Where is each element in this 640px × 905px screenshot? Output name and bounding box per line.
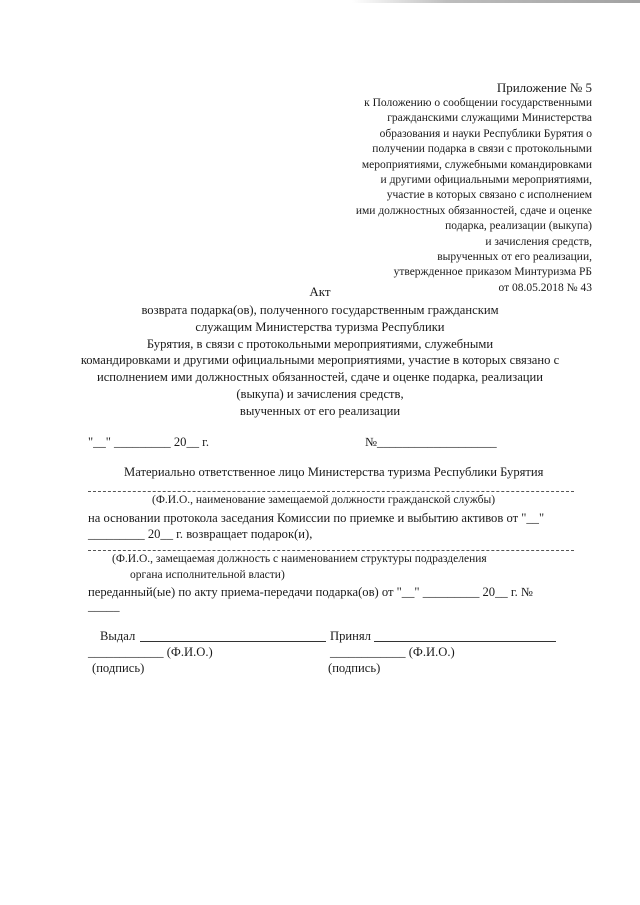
act-title: Акт [309, 284, 331, 299]
appendix-title: Приложение № 5 [496, 80, 592, 95]
appendix-header [292, 80, 592, 296]
transferred-number-blank: _____ [88, 599, 120, 613]
received-signature-line [374, 641, 556, 642]
fill-line [88, 491, 574, 492]
returns-text: _________ 20__ г. возвращает подарок(и), [88, 527, 313, 541]
fill-line [88, 550, 574, 551]
appendix-line: к Положению о сообщении государственными [364, 97, 592, 109]
received-sign-caption: (подпись) [328, 661, 381, 675]
appendix-line: и зачисления средств, [485, 235, 592, 248]
act-number-field: №___________________ [365, 435, 497, 449]
act-subtitle-line: исполнением ими должностных обязанностей, сдаче и оценке подарка, реализации [96, 370, 544, 385]
issued-sign-caption: (подпись) [92, 661, 145, 675]
act-subtitle-line: служащим Министерства туризма Республики [195, 319, 445, 334]
act-subtitle-line: выученных от его реализации [239, 403, 401, 418]
act-subtitle-line: Бурятия, в связи с протокольными мероприятиями, служебными [146, 336, 494, 351]
caption-fio-position: (Ф.И.О., наименование замещаемой должности гражданской службы) [152, 494, 496, 506]
appendix-line: вырученных от его реализации, [437, 251, 592, 264]
appendix-line: и другими официальными мероприятиями, [380, 174, 592, 187]
appendix-line: получении подарка в связи с протокольными [372, 143, 592, 156]
act-subtitle-line: (выкупа) и зачисления средств, [236, 386, 404, 401]
act-subtitle [0, 302, 640, 420]
appendix-line: от 08.05.2018 № 43 [498, 281, 592, 294]
appendix-line: утвержденное приказом Минтуризма РБ [393, 266, 592, 279]
appendix-line: подарка, реализации (выкупа) [445, 220, 592, 233]
appendix-line: участие в которых связано с исполнением [386, 189, 592, 202]
appendix-line: гражданскими служащими Министерства [387, 112, 592, 125]
basis-text: на основании протокола заседания Комиссии по приемке и выбытию активов от "__" [88, 511, 545, 525]
scan-edge-artifact [0, 0, 640, 3]
issued-signature-line [140, 641, 326, 642]
act-date-field: "__" _________ 20__ г. [88, 435, 210, 449]
issued-fio: ____________ (Ф.И.О.) [88, 645, 213, 659]
act-subtitle-line: командировками и другими официальными мероприятиями, участие в которых связано с [80, 353, 560, 368]
appendix-line: образования и науки Республики Бурятия о [379, 127, 592, 140]
received-fio: ____________ (Ф.И.О.) [330, 645, 455, 659]
received-label: Принял [330, 629, 371, 643]
transferred-text: переданный(ые) по акту приема-передачи подарка(ов) от "__" _________ 20__ г. № [88, 585, 533, 599]
act-subtitle-line: возврата подарка(ов), полученного государственным гражданским [141, 303, 499, 317]
caption-fio-structure: (Ф.И.О., замещаемая должность с наименованием структуры подразделения [112, 553, 487, 565]
appendix-line: мероприятиями, служебными командировками [361, 158, 592, 171]
appendix-line: ими должностных обязанностей, сдаче и оценке [355, 204, 592, 217]
responsible-person-text: Материально ответственное лицо Министерства туризма Республики Бурятия [124, 465, 544, 479]
caption-authority: органа исполнительной власти) [130, 569, 285, 581]
issued-label: Выдал [100, 629, 136, 643]
